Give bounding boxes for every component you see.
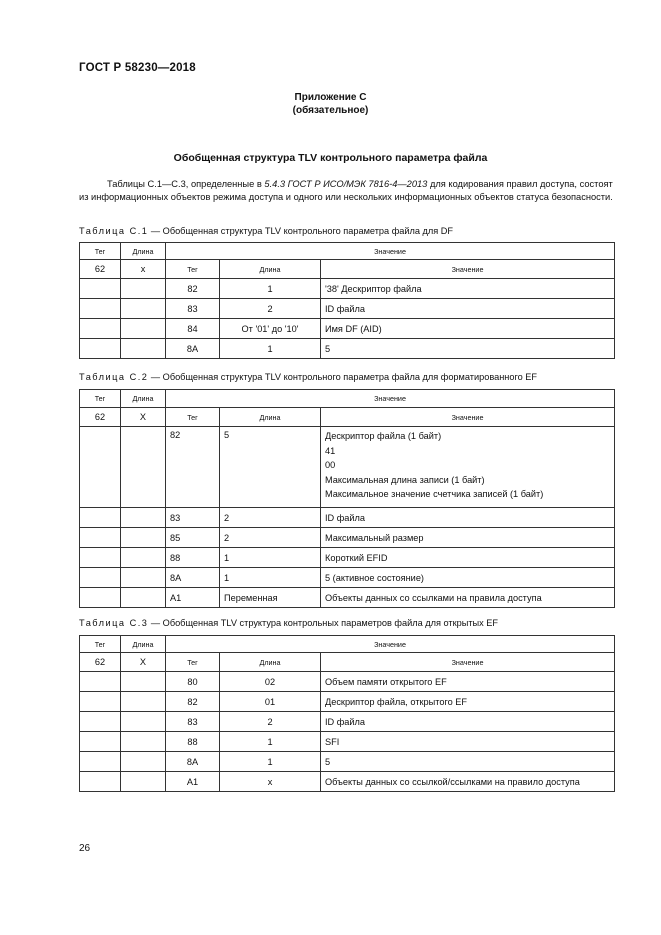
appendix-subtitle: (обязательное): [292, 105, 369, 116]
row-value-line: 5: [325, 756, 331, 767]
row-length: 1: [220, 279, 321, 299]
row-value-line: Объекты данных со ссылками на правила доступа: [325, 592, 542, 603]
row-length: 2: [220, 712, 321, 732]
inner-header-tag: Тег: [166, 653, 220, 672]
empty-cell: [80, 692, 121, 712]
table-caption-c3: [79, 618, 498, 628]
table-caption-label: Таблица С.3: [79, 618, 149, 628]
row-value-line: Дескриптор файла (1 байт): [325, 431, 442, 441]
empty-cell: [80, 299, 121, 319]
row-value: [321, 279, 615, 299]
table-caption-label: Таблица С.1: [79, 226, 149, 236]
inner-header-value: Значение: [321, 260, 615, 279]
outer-row: [80, 260, 615, 279]
table-row: [80, 732, 615, 752]
table-row: [80, 548, 615, 568]
row-value-line: ID файла: [325, 716, 366, 727]
empty-cell: [80, 752, 121, 772]
empty-cell: [80, 427, 121, 508]
outer-length: x: [121, 260, 166, 279]
row-tag: 88: [166, 732, 220, 752]
row-value: [321, 548, 615, 568]
table-row: [80, 427, 615, 508]
table-row: [80, 752, 615, 772]
empty-cell: [121, 772, 166, 792]
page-number: 26: [79, 843, 91, 854]
table-header-row: [80, 243, 615, 260]
row-length: Переменная: [220, 588, 321, 608]
empty-cell: [121, 339, 166, 359]
row-value: [321, 588, 615, 608]
row-length: 1: [220, 732, 321, 752]
row-value: [321, 299, 615, 319]
intro-reference: 5.4.3 ГОСТ Р ИСО/МЭК 7816-4—2013: [264, 179, 428, 189]
row-value-line: 5: [325, 343, 331, 354]
row-length: 2: [220, 299, 321, 319]
row-tag: 85: [166, 528, 220, 548]
header-tag: Тег: [80, 636, 121, 653]
row-value-line: ID файла: [325, 512, 366, 523]
table-c1: [79, 242, 615, 359]
empty-cell: [121, 548, 166, 568]
empty-cell: [121, 279, 166, 299]
inner-header-value: Значение: [321, 653, 615, 672]
row-value-line: ID файла: [325, 303, 366, 314]
empty-cell: [121, 528, 166, 548]
inner-header-value: Значение: [321, 408, 615, 427]
inner-header-tag: Тег: [166, 260, 220, 279]
table-row: [80, 508, 615, 528]
row-length: x: [220, 772, 321, 792]
row-tag: 82: [166, 692, 220, 712]
header-value: Значение: [166, 243, 615, 260]
empty-cell: [80, 732, 121, 752]
table-caption-text: — Обобщенная структура TLV контрольного параметра файла для форматированного EF: [148, 372, 538, 382]
header-tag: Тег: [80, 390, 121, 408]
row-tag: 88: [166, 548, 220, 568]
table-row: [80, 712, 615, 732]
intro-text-after: для кодирования правил доступа, состоят из информационных объектов режима доступа и одного или нескольких информационных объектов статуса безопасности.: [79, 179, 613, 202]
row-tag: 80: [166, 672, 220, 692]
intro-paragraph: [79, 178, 615, 203]
row-value: [321, 508, 615, 528]
appendix-title: Приложение С: [294, 92, 367, 103]
inner-header-tag: Тег: [166, 408, 220, 427]
table-row: [80, 588, 615, 608]
empty-cell: [80, 279, 121, 299]
table-header-row: [80, 636, 615, 653]
header-value: Значение: [166, 636, 615, 653]
row-length: 5: [220, 427, 321, 508]
row-value-line: Дескриптор файла, открытого EF: [325, 696, 468, 707]
row-value-line: 41: [325, 445, 336, 456]
table-row: [80, 279, 615, 299]
table-row: [80, 319, 615, 339]
inner-header-length: Длина: [220, 408, 321, 427]
table-row: [80, 692, 615, 712]
empty-cell: [80, 528, 121, 548]
table-header-row: [80, 390, 615, 408]
outer-tag: 62: [80, 653, 121, 672]
row-value-line: Объем памяти открытого EF: [325, 676, 447, 687]
empty-cell: [121, 319, 166, 339]
row-length: 2: [220, 508, 321, 528]
row-value-line: Максимальная длина записи (1 байт): [325, 474, 485, 485]
row-value-line: 5 (активное состояние): [325, 572, 424, 583]
table-caption-text: — Обобщенная TLV структура контрольных параметров файла для открытых EF: [148, 618, 499, 628]
row-length: 01: [220, 692, 321, 712]
empty-cell: [80, 568, 121, 588]
empty-cell: [80, 712, 121, 732]
table-c3: [79, 635, 615, 792]
empty-cell: [80, 772, 121, 792]
empty-cell: [80, 588, 121, 608]
inner-header-length: Длина: [220, 653, 321, 672]
row-value-line: Максимальный размер: [325, 532, 424, 543]
row-length: 1: [220, 339, 321, 359]
empty-cell: [80, 339, 121, 359]
table-row: [80, 568, 615, 588]
empty-cell: [121, 712, 166, 732]
row-value-line: Максимальное значение счетчика записей (1 байт): [325, 489, 544, 500]
row-tag: 8A: [166, 339, 220, 359]
table-caption-c1: [79, 226, 453, 236]
outer-length: X: [121, 408, 166, 427]
row-tag: 82: [166, 279, 220, 299]
outer-row: [80, 653, 615, 672]
row-length: 02: [220, 672, 321, 692]
row-length: 2: [220, 528, 321, 548]
row-tag: 8A: [166, 568, 220, 588]
row-tag: A1: [166, 772, 220, 792]
empty-cell: [121, 732, 166, 752]
row-value: [321, 528, 615, 548]
table-caption-text: — Обобщенная структура TLV контрольного параметра файла для DF: [148, 226, 454, 236]
header-length: Длина: [121, 243, 166, 260]
row-tag: 83: [166, 712, 220, 732]
row-length: 1: [220, 752, 321, 772]
empty-cell: [121, 752, 166, 772]
row-tag: 84: [166, 319, 220, 339]
standard-number: ГОСТ Р 58230—2018: [79, 62, 196, 74]
row-tag: 82: [166, 427, 220, 508]
table-row: [80, 672, 615, 692]
row-value: [321, 752, 615, 772]
row-length: 1: [220, 568, 321, 588]
row-value: [321, 732, 615, 752]
empty-cell: [121, 427, 166, 508]
row-length: 1: [220, 548, 321, 568]
table-row: [80, 528, 615, 548]
section-heading: Обобщенная структура TLV контрольного параметра файла: [173, 152, 488, 164]
empty-cell: [80, 508, 121, 528]
empty-cell: [121, 299, 166, 319]
table-caption-c2: [79, 372, 537, 382]
empty-cell: [121, 672, 166, 692]
row-value: [321, 712, 615, 732]
intro-text-before: Таблицы С.1—С.3, определенные в: [107, 179, 265, 189]
row-value-line: SFI: [325, 736, 340, 747]
empty-cell: [121, 568, 166, 588]
row-value: [321, 568, 615, 588]
outer-length: X: [121, 653, 166, 672]
table-c2: [79, 389, 615, 608]
row-value: [321, 319, 615, 339]
row-tag: 8A: [166, 752, 220, 772]
inner-header-length: Длина: [220, 260, 321, 279]
row-value-line: Объекты данных со ссылкой/ссылками на правило доступа: [325, 776, 580, 787]
outer-tag: 62: [80, 408, 121, 427]
row-value-line: Имя DF (AID): [325, 323, 382, 334]
empty-cell: [80, 672, 121, 692]
table-caption-label: Таблица С.2: [79, 372, 149, 382]
header-tag: Тег: [80, 243, 121, 260]
row-value: [321, 672, 615, 692]
table-row: [80, 772, 615, 792]
row-value-line: Короткий EFID: [325, 552, 388, 563]
header-length: Длина: [121, 636, 166, 653]
row-value: [321, 772, 615, 792]
outer-tag: 62: [80, 260, 121, 279]
row-tag: 83: [166, 299, 220, 319]
table-row: [80, 339, 615, 359]
empty-cell: [121, 692, 166, 712]
row-value: [321, 427, 615, 508]
header-length: Длина: [121, 390, 166, 408]
empty-cell: [121, 508, 166, 528]
empty-cell: [121, 588, 166, 608]
outer-row: [80, 408, 615, 427]
empty-cell: [80, 319, 121, 339]
row-length: От '01' до '10': [220, 319, 321, 339]
row-tag: A1: [166, 588, 220, 608]
empty-cell: [80, 548, 121, 568]
row-value-line: 00: [325, 460, 336, 471]
row-value-line: '38' Дескриптор файла: [325, 283, 422, 294]
header-value: Значение: [166, 390, 615, 408]
table-row: [80, 299, 615, 319]
row-value: [321, 339, 615, 359]
row-value: [321, 692, 615, 712]
row-tag: 83: [166, 508, 220, 528]
